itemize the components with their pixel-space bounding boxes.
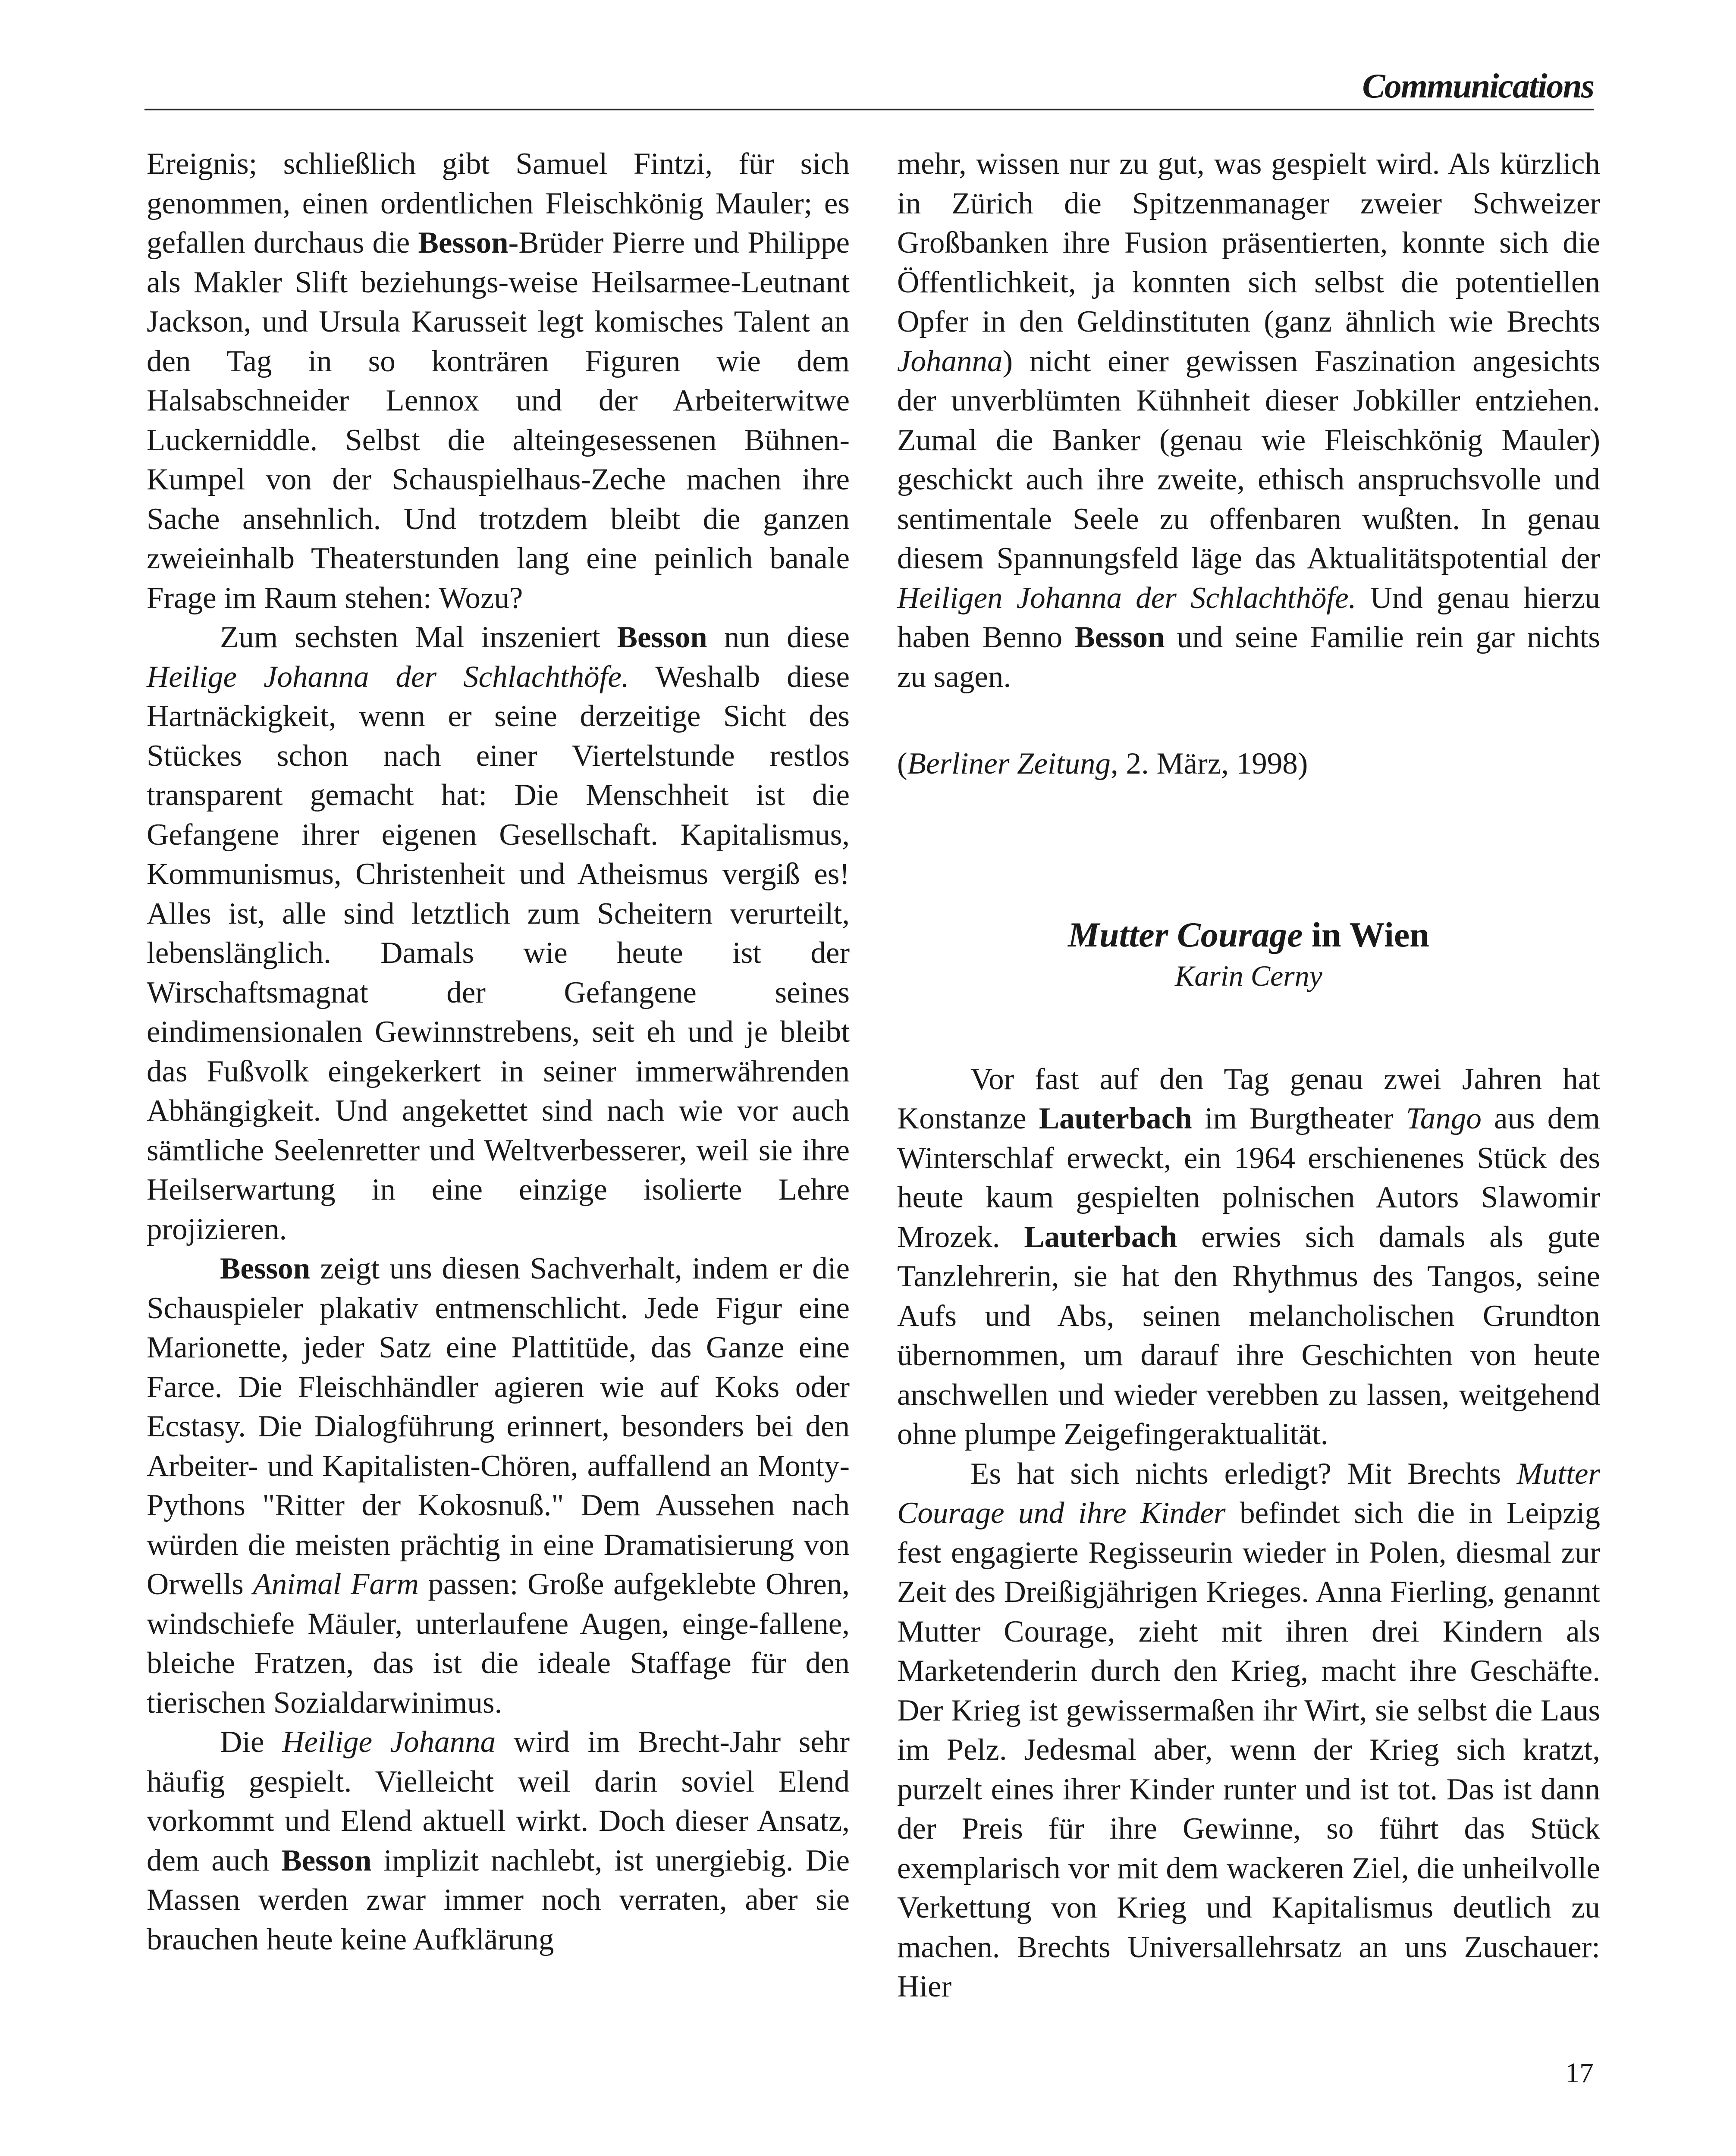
italic-text: Heilige Johanna (282, 1725, 496, 1759)
text-segment: Weshalb diese Hartnäckigkeit, wenn er seine derzeitige Sicht des Stückes schon nach einer Viertelstunde restlos transparent gemacht hat: Die Menschheit ist die Gefangene ihrer eigenen Gesellschaft. Kapitalismus, Kommunismus, Christenheit und Atheismus vergiß es! Alles ist, alle sind letztlich zum Scheitern verurteilt, lebenslänglich. Damals wie heute ist der Wirschaftsmagnat der Gefangene seines eindimensionalen Gewinnstrebens, seit eh und je bleibt das Fußvolk eingekerkert in seiner immerwährenden Abhängigkeit. Und angekettet sind nach wie vor auch sämtliche Seelenretter und Weltverbesserer, weil sie ihre Heilserwartung in eine einzige isolierte Lehre projizieren. (147, 660, 850, 1246)
source-citation (897, 744, 1600, 784)
paragraph (897, 144, 1600, 697)
bold-text: Besson (1074, 620, 1165, 654)
text-segment: Die (220, 1725, 283, 1759)
bold-text: Lauterbach (1039, 1102, 1192, 1135)
text-segment: wird im Brecht-Jahr sehr häufig gespielt. Vielleicht weil darin soviel Elend vorkommt und Elend aktuell wirkt. Doch dieser Ansatz, dem auch (147, 1725, 850, 1877)
italic-text: Heilige Johanna der Schlachthöfe. (147, 660, 629, 694)
article-title (897, 913, 1600, 956)
italic-text: Johanna (897, 344, 1003, 378)
text-segment: implizit nachlebt, ist unergiebig. Die Massen werden zwar immer noch verraten, aber sie brauchen heute keine Aufklärung (147, 1843, 850, 1956)
page-number: 17 (1565, 2057, 1594, 2089)
italic-text: Tango (1406, 1102, 1482, 1135)
running-head: Communications (1362, 67, 1594, 105)
paragraph (147, 144, 850, 618)
text-segment: Und genau hierzu haben Benno (897, 581, 1600, 654)
text-segment: -Brüder Pierre und Philippe als Makler Slift beziehungs-weise Heilsarmee-Leutnant Jackson, und Ursula Karusseit legt komisches Talent an den Tag in so konträren Figuren wie dem Halsabschneider Lennox und der Arbeiterwitwe Luckerniddle. Selbst die alteingesessenen Bühnen-Kumpel von der Schauspielhaus-Zeche machen ihre Sache ansehnlich. Und trotzdem bleibt die ganzen zweieinhalb Theaterstunden lang eine peinlich banale Frage im Raum stehen: Wozu? (147, 226, 850, 615)
text-segment: ( (897, 747, 907, 780)
header-rule (144, 109, 1594, 110)
paragraph (897, 1454, 1600, 2007)
text-segment: und seine Familie rein gar nichts zu sagen. (897, 620, 1600, 694)
text-segment: befindet sich die in Leipzig fest engagierte Regisseurin wieder in Polen, diesmal zur Zeit des Dreißigjährigen Krieges. Anna Fierling, genannt Mutter Courage, zieht mit ihren drei Kindern als Marketenderin durch den Krieg, macht ihre Geschäfte. Der Krieg ist gewissermaßen ihr Wirt, sie selbst die Laus im Pelz. Jedesmal aber, wenn der Krieg sich kratzt, purzelt eines ihrer Kinder runter und ist tot. Das ist dann der Preis für ihre Gewinne, so führt das Stück exemplarisch vor mit dem wackeren Ziel, die unheilvolle Verkettung von Krieg und Kapitalismus deutlich zu machen. Brechts Universallehrsatz an uns Zuschauer: Hier (897, 1496, 1600, 2003)
article-title-italic: Mutter Courage (1068, 915, 1303, 954)
italic-text: Berliner Zeitung (907, 747, 1111, 780)
bold-text: Besson (220, 1252, 311, 1285)
italic-text: Heiligen Johanna der Schlachthöfe. (897, 581, 1356, 615)
bold-text: Besson (617, 620, 707, 654)
right-column (897, 144, 1600, 2007)
bold-text: Besson (281, 1843, 372, 1877)
text-segment: Es hat sich nichts erledigt? Mit Brechts (970, 1457, 1517, 1491)
text-segment: Ereignis; schließlich gibt Samuel Fintzi, für sich genommen, einen ordentlichen Fleischkönig Mauler; es gefallen durchaus die (147, 147, 850, 260)
text-segment: mehr, wissen nur zu gut, was gespielt wird. Als kürzlich in Zürich die Spitzenmanager zweier Schweizer Großbanken ihre Fusion präsentierten, konnte sich die Öffentlichkeit, ja konnten sich selbst die potentiellen Opfer in den Geldinstituten (ganz ähnlich wie Brechts (897, 147, 1600, 338)
italic-text: Animal Farm (253, 1567, 419, 1601)
text-segment: ) nicht einer gewissen Faszination angesichts der unverblümten Kühnheit dieser Jobkiller entziehen. Zumal die Banker (genau wie Fleischkönig Mauler) geschickt auch ihre zweite, ethisch anspruchsvolle und sentimentale Seele zu offenbaren wußten. In genau diesem Spannungsfeld läge das Aktualitätspotential der (897, 344, 1600, 575)
text-segment: aus dem Winterschlaf erweckt, ein 1964 erschienenes Stück des heute kaum gespielten polnischen Autors Slawomir Mrozek. (897, 1102, 1600, 1254)
paragraph (147, 618, 850, 1249)
text-segment: passen: Große aufgeklebte Ohren, windschiefe Mäuler, unterlaufene Augen, einge-fallene, bleiche Fratzen, das ist die ideale Staffage für den tierischen Sozialdarwinimus. (147, 1567, 850, 1720)
text-segment: Vor fast auf den Tag genau zwei Jahren hat Konstanze (897, 1062, 1600, 1135)
text-segment: im Burgtheater (1192, 1102, 1406, 1135)
text-segment: erwies sich damals als gute Tanzlehrerin, sie hat den Rhythmus des Tangos, seine Aufs und Abs, seinen melancholischen Grundton übernommen, um darauf ihre Geschichten von heute anschwellen und wieder verebben zu lassen, weitgehend ohne plumpe Zeigefingeraktualität. (897, 1220, 1600, 1451)
text-segment: nun diese (707, 620, 850, 654)
bold-text: Besson (418, 226, 509, 260)
left-column (147, 144, 850, 1959)
text-segment: Zum sechsten Mal inszeniert (220, 620, 617, 654)
article-author: Karin Cerny (1175, 959, 1322, 992)
paragraph (147, 1723, 850, 1959)
paragraph (147, 1249, 850, 1723)
text-segment: zeigt uns diesen Sachverhalt, indem er die Schauspieler plakativ entmenschlicht. Jede Figur eine Marionette, jeder Satz eine Plattitüde, das Ganze eine Farce. Die Fleischhändler agieren wie auf Koks oder Ecstasy. Die Dialogführung erinnert, besonders bei den Arbeiter- und Kapitalisten-Chören, auffallend an Monty-Pythons "Ritter der Kokosnuß." Dem Aussehen nach würden die meisten prächtig in eine Dramatisierung von Orwells (147, 1252, 850, 1601)
bold-text: Lauterbach (1024, 1220, 1177, 1254)
text-segment: , 2. März, 1998) (1110, 747, 1308, 780)
article-title-rest: in Wien (1303, 915, 1429, 954)
italic-text: Mutter Courage und ihre Kinder (897, 1457, 1600, 1530)
paragraph (897, 1060, 1600, 1454)
